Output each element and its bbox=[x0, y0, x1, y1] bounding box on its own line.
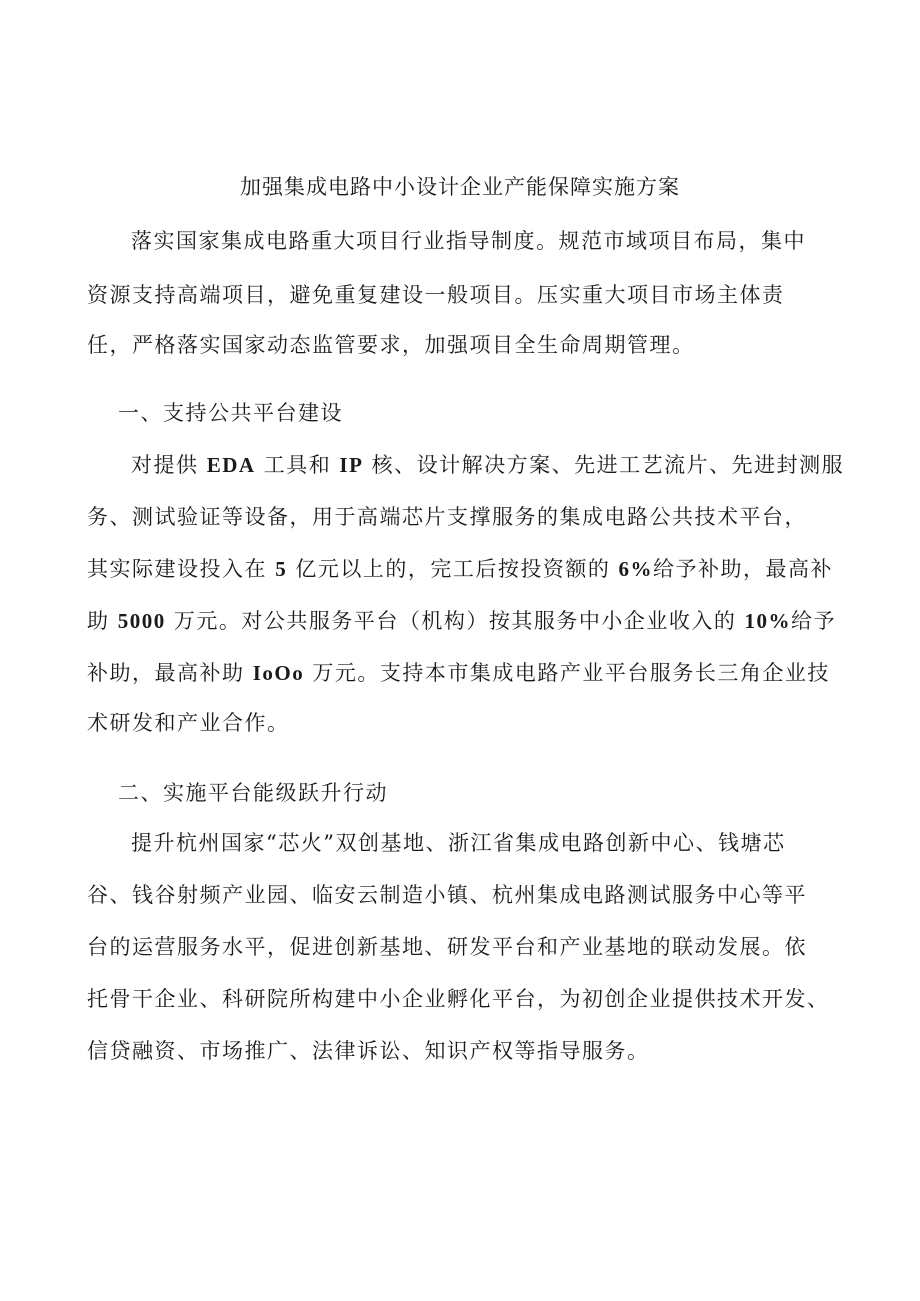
section-1-line-2: 务、测试验证等设备，用于高端芯片支撑服务的集成电路公共技术平台， bbox=[87, 505, 807, 529]
intro-line-1: 落实国家集成电路重大项目行业指导制度。规范市域项目布局，集中 bbox=[131, 229, 806, 253]
section-2-line-3: 台的运营服务水平，促进创新基地、研发平台和产业基地的联动发展。依 bbox=[87, 935, 807, 959]
section-2-heading: 二、实施平台能级跃升行动 bbox=[118, 781, 388, 805]
section-2-line-2: 谷、钱谷射频产业园、临安云制造小镇、杭州集成电路测试服务中心等平 bbox=[87, 883, 807, 907]
section-2-line-5: 信贷融资、市场推广、法律诉讼、知识产权等指导服务。 bbox=[87, 1039, 650, 1063]
intro-line-3: 任，严格落实国家动态监管要求，加强项目全生命周期管理。 bbox=[87, 333, 695, 357]
section-2-line-4: 托骨干企业、科研院所构建中小企业孵化平台，为初创企业提供技术开发、 bbox=[87, 987, 830, 1011]
section-2-line-1: 提升杭州国家“芯火”双创基地、浙江省集成电路创新中心、钱塘芯 bbox=[131, 831, 786, 855]
intro-line-2: 资源支持高端项目，避免重复建设一般项目。压实重大项目市场主体责 bbox=[87, 283, 785, 307]
section-1-line-6: 术研发和产业合作。 bbox=[87, 711, 290, 735]
section-1-heading: 一、支持公共平台建设 bbox=[118, 401, 343, 425]
section-1-line-3: 其实际建设投入在 5 亿元以上的，完工后按投资额的 6%给予补助，最高补 bbox=[87, 557, 834, 581]
section-1-line-4: 助 5000 万元。对公共服务平台（机构）按其服务中小企业收入的 10%给予 bbox=[87, 609, 837, 633]
document-title: 加强集成电路中小设计企业产能保障实施方案 bbox=[240, 175, 680, 199]
section-1-line-5: 补助，最高补助 IoOo 万元。支持本市集成电路产业平台服务长三角企业技 bbox=[87, 661, 830, 685]
section-1-line-1: 对提供 EDA 工具和 IP 核、设计解决方案、先进工艺流片、先进封测服 bbox=[131, 453, 845, 477]
